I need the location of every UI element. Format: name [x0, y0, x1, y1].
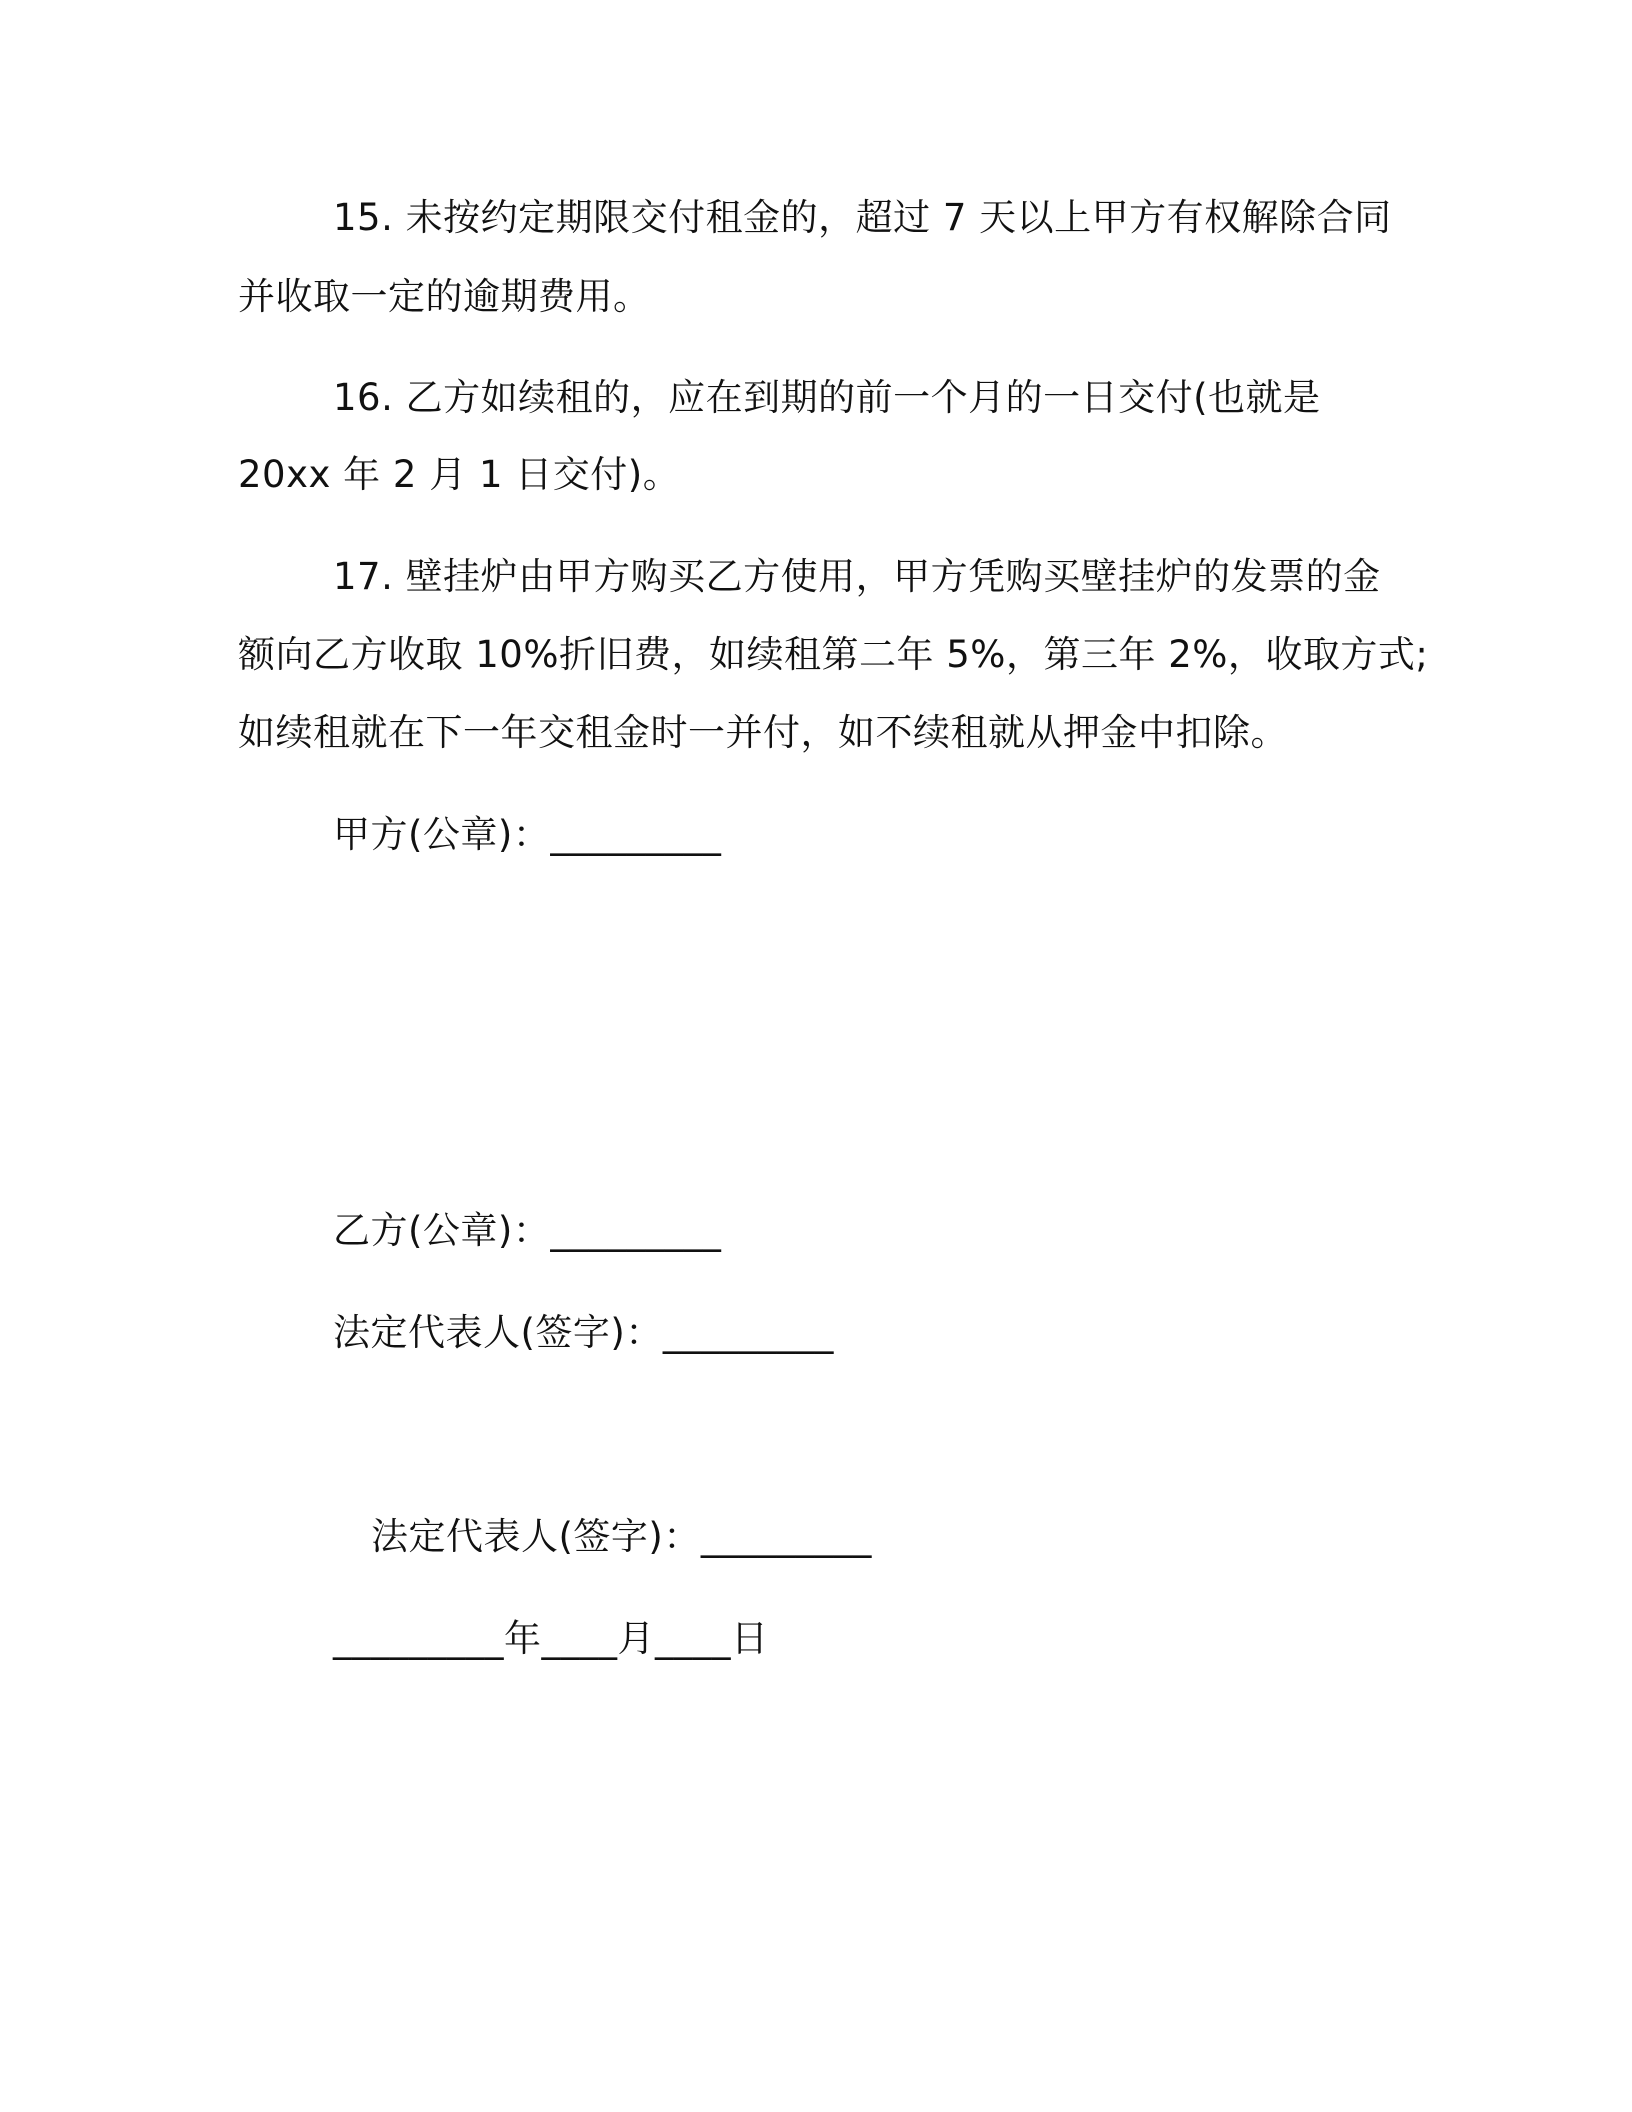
- legal-rep-signature-line-2: 法定代表人(签字)：_________: [371, 1515, 872, 1558]
- clause-15-line-2: 并收取一定的逾期费用。: [238, 275, 651, 318]
- clause-16-line-2: 20xx 年 2 月 1 日交付)。: [238, 453, 681, 496]
- clause-17-line-2: 额向乙方收取 10%折旧费，如续租第二年 5%，第三年 2%，收取方式;: [238, 633, 1429, 676]
- clause-15-line-1: 15. 未按约定期限交付租金的，超过 7 天以上甲方有权解除合同: [333, 196, 1392, 239]
- clause-16-line-1: 16. 乙方如续租的，应在到期的前一个月的一日交付(也就是: [333, 376, 1321, 419]
- party-b-seal-line: 乙方(公章)：_________: [333, 1209, 722, 1252]
- legal-rep-signature-line-1: 法定代表人(签字)：_________: [333, 1311, 834, 1354]
- clause-17-line-1: 17. 壁挂炉由甲方购买乙方使用，甲方凭购买壁挂炉的发票的金: [333, 555, 1381, 598]
- clause-17-line-3: 如续租就在下一年交租金时一并付，如不续租就从押金中扣除。: [238, 711, 1288, 754]
- date-line: _________年____月____日: [333, 1617, 769, 1660]
- party-a-seal-line: 甲方(公章)：_________: [333, 813, 722, 856]
